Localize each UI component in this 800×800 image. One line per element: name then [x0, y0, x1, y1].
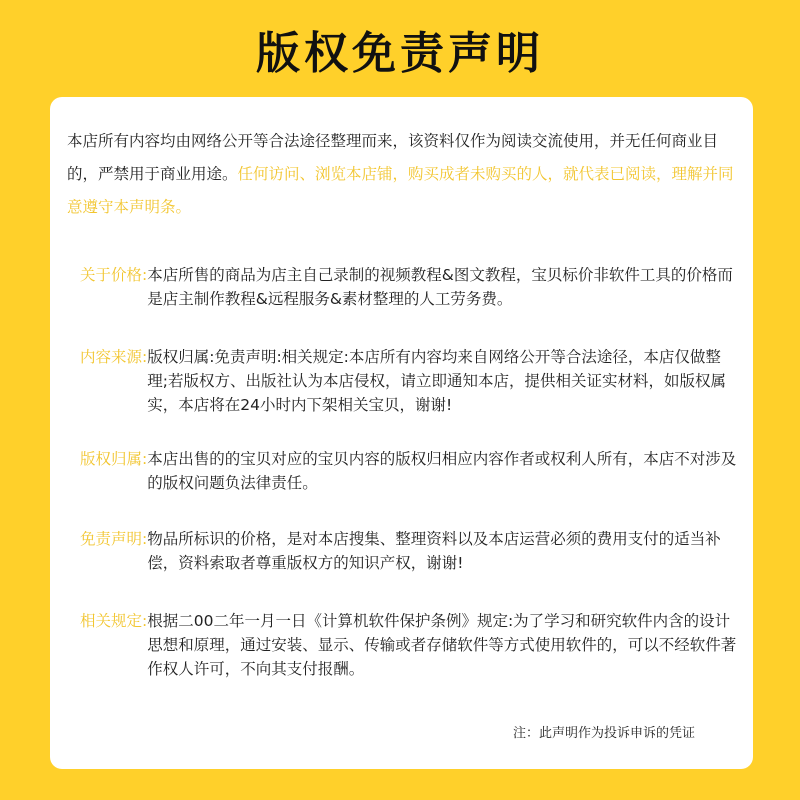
section-copyright: [80, 447, 740, 495]
section-disclaimer: [80, 527, 740, 575]
section-label: 免责声明:: [80, 530, 148, 548]
section-label: 相关规定:: [80, 612, 148, 630]
disclaimer-card: [50, 97, 753, 769]
section-label: 关于价格:: [80, 266, 148, 284]
section-regulations: [80, 609, 740, 681]
section-label: 内容来源:: [80, 348, 148, 366]
section-text: 版权归属:免责声明:相关规定:本店所有内容均来自网络公开等合法途径，本店仅做整理;若版权方、出版社认为本店侵权，请立即通知本店，提供相关证实材料，如版权属实，本店将在24小时内下架相关宝贝，谢谢!: [147, 348, 726, 414]
section-text: 物品所标识的价格，是对本店搜集、整理资料以及本店运营必须的费用支付的适当补偿，资料索取者尊重版权方的知识产权，谢谢!: [147, 530, 721, 572]
intro-text: 本店所有内容均由网络公开等合法途径整理而来，该资料仅作为阅读交流使用，并无任何商业目的，严禁用于商业用途。: [67, 132, 719, 183]
intro-paragraph: [67, 125, 737, 224]
section-source: [80, 345, 740, 417]
section-price: [80, 263, 740, 311]
intro-highlight: 任何访问、浏览本店铺，购买成者未购买的人，就代表已阅读，理解并同意遵守本声明条。: [67, 165, 734, 216]
page-title: 版权免责声明: [256, 28, 544, 79]
section-text: 本店出售的的宝贝对应的宝贝内容的版权归相应内容作者或权利人所有，本店不对涉及的版权问题负法律责任。: [147, 450, 737, 492]
footer-note: 注：此声明作为投诉申诉的凭证: [512, 726, 695, 741]
section-text: 根据二00二年一月一日《计算机软件保护条例》规定:为了学习和研究软件内含的设计思想和原理，通过安装、显示、传输或者存储软件等方式使用软件的，可以不经软件著作权人许可，不向其支付报酬。: [147, 612, 737, 678]
section-text: 本店所售的商品为店主自己录制的视频教程&图文教程，宝贝标价非软件工具的价格而是店主制作教程&远程服务&素材整理的人工劳务费。: [147, 266, 733, 308]
section-label: 版权归属:: [80, 450, 148, 468]
